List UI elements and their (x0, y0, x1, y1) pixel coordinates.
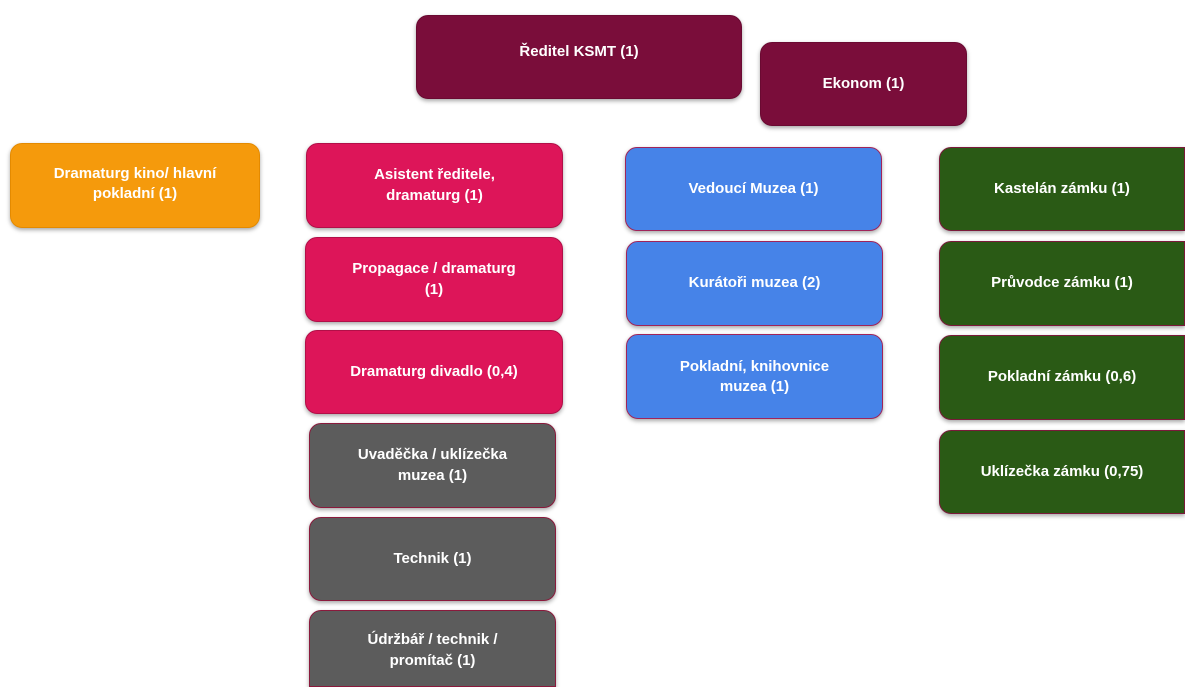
ekonom-label: Ekonom (1) (822, 74, 905, 92)
udrzbar-line2: promítač (1) (389, 651, 476, 669)
kastelan-zamku-label: Kastelán zámku (1) (994, 179, 1130, 197)
dramaturg-kino-box (10, 143, 260, 228)
director-label: Ředitel KSMT (1) (519, 43, 639, 60)
vedouci-muzea-box (625, 147, 882, 231)
dramaturg-kino-line2: pokladní (1) (92, 185, 178, 203)
uvadecka-line1: Uvaděčka / uklízečka (357, 446, 508, 464)
asistent-label (374, 165, 495, 206)
kuratori-muzea-label: Kurátoři muzea (2) (688, 274, 821, 292)
dramaturg-kino-line1: Dramaturg kino/ hlavní (53, 165, 217, 182)
uklizecka-zamku-box (939, 430, 1185, 514)
technik-box (309, 517, 556, 601)
udrzbar-box (309, 610, 556, 687)
udrzbar-line1: Údržbář / technik / (367, 631, 498, 649)
propagace-label (352, 259, 515, 300)
technik-label: Technik (1) (393, 549, 472, 567)
director-box (416, 15, 742, 99)
propagace-line1: Propagace / dramaturg (352, 260, 516, 278)
asistent-box (306, 143, 563, 228)
pruvodce-zamku-box (939, 241, 1185, 326)
propagace-box (305, 237, 563, 322)
dramaturg-kino-label (54, 164, 217, 205)
uvadecka-box (309, 423, 556, 508)
asistent-line2: dramaturg (1) (386, 186, 483, 204)
propagace-line2: (1) (424, 280, 444, 298)
pokladni-muzea-box (626, 334, 883, 419)
vedouci-muzea-label: Vedoucí Muzea (1) (688, 179, 819, 197)
udrzbar-label (367, 630, 497, 671)
uvadecka-label (358, 445, 507, 486)
pokladni-muzea-label (680, 357, 829, 398)
ekonom-box (760, 42, 967, 126)
pokladni-muzea-line2: muzea (1) (719, 378, 790, 396)
pokladni-zamku-box (939, 335, 1185, 420)
pokladni-zamku-label: Pokladní zámku (0,6) (987, 368, 1137, 386)
pokladni-muzea-line1: Pokladní, knihovnice (679, 358, 830, 375)
pruvodce-zamku-label: Průvodce zámku (1) (991, 274, 1133, 292)
kuratori-muzea-box (626, 241, 883, 326)
kastelan-zamku-box (939, 147, 1185, 231)
uklizecka-zamku-label: Uklízečka zámku (0,75) (980, 462, 1144, 480)
dramaturg-divadlo-label: Dramaturg divadlo (0,4) (350, 362, 518, 380)
asistent-line1: Asistent ředitele, (374, 166, 495, 184)
dramaturg-divadlo-box (305, 330, 563, 414)
uvadecka-line2: muzea (1) (397, 466, 468, 484)
